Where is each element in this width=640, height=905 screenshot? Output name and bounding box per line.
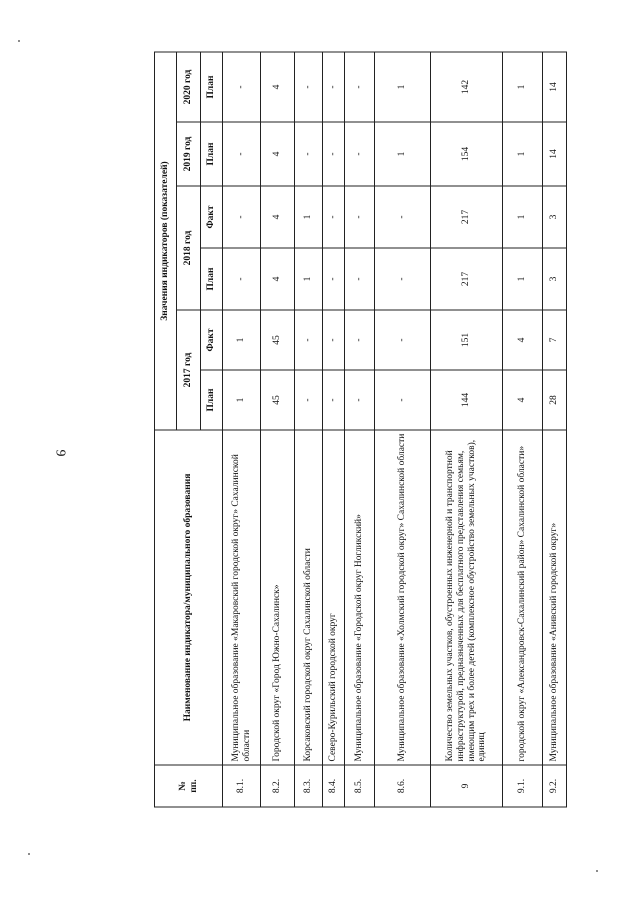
row-name: Количество земельных участков, обустроенных инженерной и транспортной инфраструктурой, предназначенных для бесплатного представления семьям, имеющим трех и более детей (комплексное обустройство земельных участков), единиц: [431, 430, 503, 765]
value-cell: 1: [295, 186, 323, 248]
value-cell: 4: [261, 248, 295, 310]
table-row: [223, 52, 261, 807]
value-cell: -: [345, 186, 375, 248]
value-cell: -: [323, 370, 345, 430]
row-num: 9: [431, 765, 503, 807]
row-name: городской округ «Александровск-Сахалинский район» Сахалинской области»: [503, 430, 543, 765]
table-row: [375, 52, 431, 807]
header-values-group: Значения индикаторов (показателей): [155, 52, 177, 430]
row-name: Северо-Курильский городской округ: [323, 430, 345, 765]
row-num: 9.1.: [503, 765, 543, 807]
value-cell: 14: [543, 122, 567, 186]
row-num: 8.1.: [223, 765, 261, 807]
value-cell: -: [323, 310, 345, 370]
value-cell: 1: [375, 122, 431, 186]
value-cell: -: [323, 248, 345, 310]
value-cell: -: [345, 52, 375, 122]
header-year-2020: 2020 год: [177, 52, 201, 122]
value-cell: -: [295, 310, 323, 370]
value-cell: -: [223, 52, 261, 122]
table-row: [503, 52, 543, 807]
value-cell: 45: [261, 370, 295, 430]
table-row: [261, 52, 295, 807]
header-name: Наименование индикатора/муниципального образования: [155, 430, 223, 765]
page-number: 9: [52, 449, 68, 457]
header-2018-plan: План: [201, 248, 223, 310]
value-cell: 217: [431, 186, 503, 248]
header-2017-fact: Факт: [201, 310, 223, 370]
row-num: 9.2.: [543, 765, 567, 807]
value-cell: -: [323, 186, 345, 248]
scan-speck: [596, 870, 598, 872]
value-cell: 3: [543, 186, 567, 248]
row-num: 8.6.: [375, 765, 431, 807]
row-num: 8.2.: [261, 765, 295, 807]
value-cell: -: [345, 310, 375, 370]
value-cell: -: [295, 122, 323, 186]
value-cell: -: [375, 248, 431, 310]
scan-speck: [28, 853, 30, 855]
row-num: 8.3.: [295, 765, 323, 807]
row-name: Муниципальное образование «Макаровский городской округ» Сахалинской области: [223, 430, 261, 765]
value-cell: 1: [223, 310, 261, 370]
header-year-2018: 2018 год: [177, 186, 201, 310]
value-cell: 7: [543, 310, 567, 370]
value-cell: 4: [261, 122, 295, 186]
value-cell: -: [375, 310, 431, 370]
header-num: № пп.: [155, 765, 223, 807]
value-cell: -: [295, 370, 323, 430]
value-cell: 3: [543, 248, 567, 310]
value-cell: 1: [295, 248, 323, 310]
header-2020-plan: План: [201, 52, 223, 122]
table-row: [345, 52, 375, 807]
value-cell: -: [295, 52, 323, 122]
value-cell: 1: [503, 52, 543, 122]
value-cell: 4: [503, 310, 543, 370]
value-cell: 1: [503, 122, 543, 186]
value-cell: -: [375, 370, 431, 430]
row-name: Муниципальное образование «Городской округ Ногликский»: [345, 430, 375, 765]
value-cell: 144: [431, 370, 503, 430]
value-cell: -: [345, 370, 375, 430]
table-row: [431, 52, 503, 807]
value-cell: -: [345, 122, 375, 186]
value-cell: -: [345, 248, 375, 310]
table-row: [323, 52, 345, 807]
value-cell: 151: [431, 310, 503, 370]
row-num: 8.5.: [345, 765, 375, 807]
value-cell: 4: [261, 186, 295, 248]
table-row: [543, 52, 567, 807]
rotated-table-sheet: [154, 53, 566, 808]
value-cell: 154: [431, 122, 503, 186]
indicators-table: [154, 52, 567, 808]
header-year-2017: 2017 год: [177, 310, 201, 430]
value-cell: -: [323, 52, 345, 122]
value-cell: -: [223, 122, 261, 186]
value-cell: 1: [503, 248, 543, 310]
row-name: Городской округ «Город Южно-Сахалинск»: [261, 430, 295, 765]
header-2019-plan: План: [201, 122, 223, 186]
value-cell: 14: [543, 52, 567, 122]
value-cell: 142: [431, 52, 503, 122]
value-cell: 1: [503, 186, 543, 248]
row-name: Муниципальное образование «Холмский городской округ» Сахалинской области: [375, 430, 431, 765]
row-num: 8.4.: [323, 765, 345, 807]
header-year-2019: 2019 год: [177, 122, 201, 186]
value-cell: 45: [261, 310, 295, 370]
value-cell: -: [323, 122, 345, 186]
value-cell: -: [223, 186, 261, 248]
value-cell: 28: [543, 370, 567, 430]
value-cell: -: [375, 186, 431, 248]
scan-speck: [18, 40, 20, 42]
value-cell: -: [223, 248, 261, 310]
row-name: Корсаковский городской округ Сахалинской области: [295, 430, 323, 765]
value-cell: 4: [261, 52, 295, 122]
value-cell: 1: [223, 370, 261, 430]
row-name: Муниципальное образование «Анивский городской округ»: [543, 430, 567, 765]
header-2018-fact: Факт: [201, 186, 223, 248]
value-cell: 4: [503, 370, 543, 430]
header-2017-plan: План: [201, 370, 223, 430]
value-cell: 1: [375, 52, 431, 122]
value-cell: 217: [431, 248, 503, 310]
table-row: [295, 52, 323, 807]
